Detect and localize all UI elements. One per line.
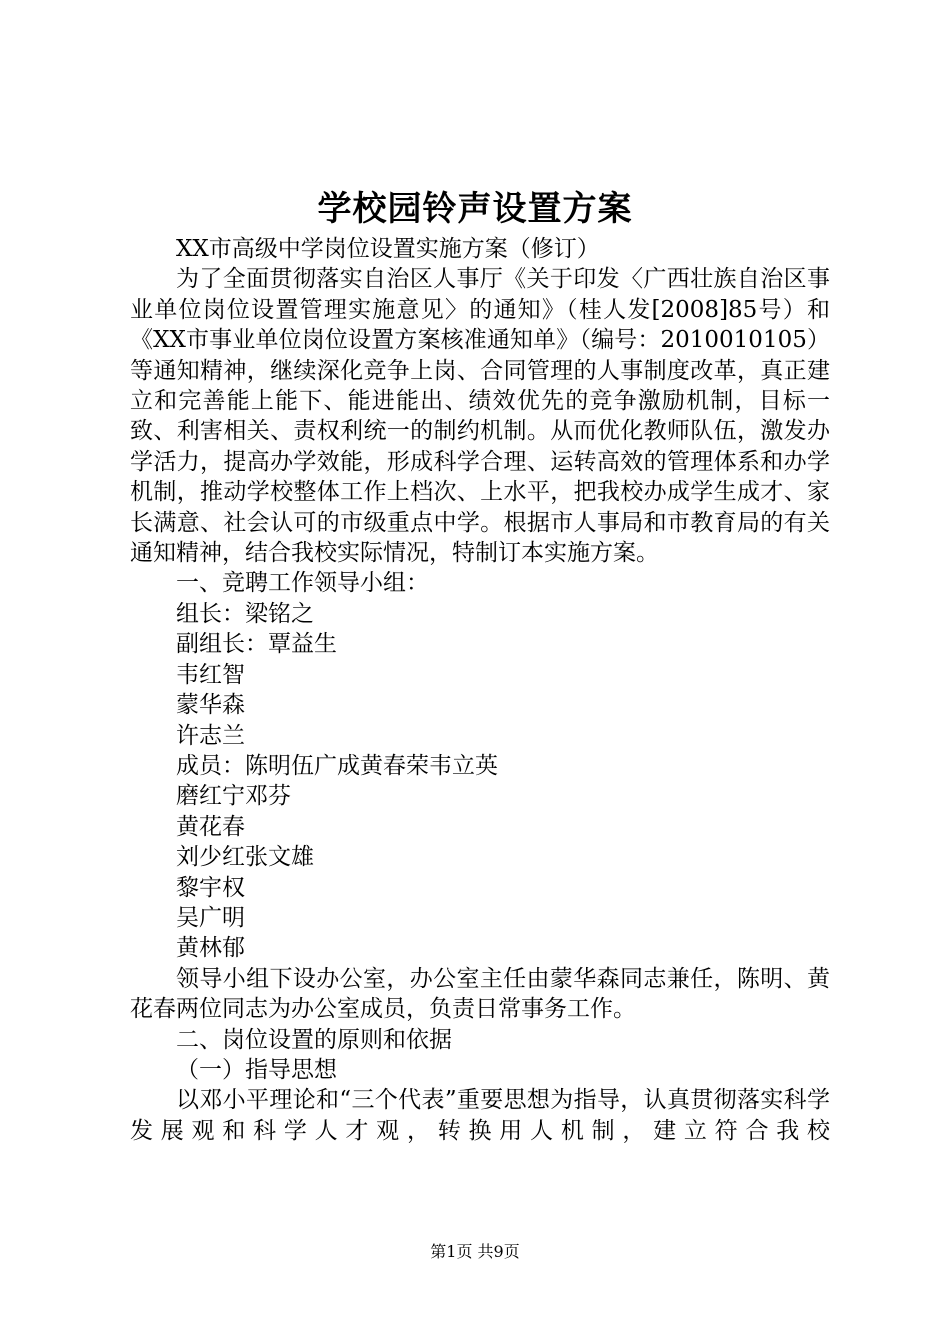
page-footer: 第1页 共9页: [430, 1242, 520, 1261]
member-line: 黄花春: [176, 813, 245, 840]
members-heading: 成员：陈明伍广成黄春荣韦立英: [176, 752, 498, 779]
member-line: 吴广明: [176, 904, 245, 931]
group-leader: 组长：梁铭之: [176, 600, 314, 627]
intro-paragraph: 为了全面贯彻落实自治区人事厅《关于印发〈广西壮族自治区事业单位岗位设置管理实施意见〉的通知》（桂人发[2008]85号）和《XX市事业单位岗位设置方案核准通知单》（编号：2010010105）等通知精神，继续深化竞争上岗、合同管理的人事制度改革，真正建立和完善能上能下、能进能出、绩效优先的竞争激励机制，目标一致、利害相关、责权利统一的制约机制。从而优化教师队伍，激发办学活力，提高办学效能，形成科学合理、运转高效的管理体系和办学机制，推动学校整体工作上档次、上水平，把我校办成学生成才、家长满意、社会认可的市级重点中学。根据市人事局和市教育局的有关通知精神，结合我校实际情况，特制订本实施方案。: [130, 266, 830, 567]
member-line: 黄林郁: [176, 935, 245, 962]
section-heading-2: 二、岗位设置的原则和依据: [176, 1026, 452, 1053]
member-line: 蒙华森: [176, 692, 245, 719]
document-body: [130, 234, 830, 1146]
document-title: 学校园铃声设置方案: [317, 189, 633, 229]
member-line: 韦红智: [176, 661, 245, 688]
doc-heading-line: XX市高级中学岗位设置实施方案（修订）: [176, 236, 600, 262]
member-line: 许志兰: [176, 722, 245, 749]
office-paragraph: 领导小组下设办公室，办公室主任由蒙华森同志兼任，陈明、黄花春两位同志为办公室成员，负责日常事务工作。: [130, 965, 830, 1023]
deputy-leader: 副组长：覃益生: [176, 631, 337, 658]
member-line: 磨红宁邓芬: [176, 783, 291, 810]
section-heading-1: 一、竞聘工作领导小组：: [176, 570, 429, 597]
member-line: 刘少红张文雄: [176, 844, 314, 871]
subsection-heading: （一）指导思想: [176, 1056, 337, 1083]
guiding-paragraph: 以邓小平理论和“三个代表”重要思想为指导，认真贯彻落实科学发展观和科学人才观，转换用人机制，建立符合我校: [130, 1087, 830, 1144]
member-line: 黎宇权: [176, 874, 245, 901]
